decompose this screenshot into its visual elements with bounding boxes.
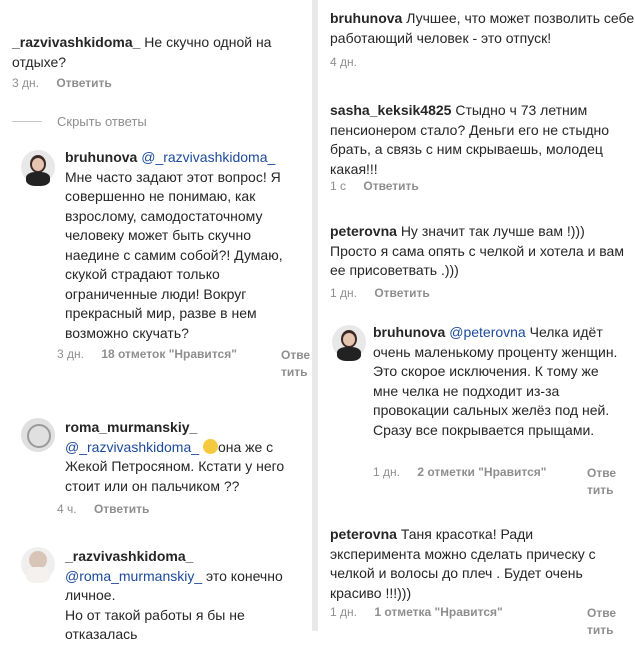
avatar[interactable]: [21, 418, 55, 452]
comment-meta: [330, 179, 419, 193]
likes-count[interactable]: 1 отметка "Нравится": [374, 605, 503, 619]
avatar[interactable]: [332, 325, 366, 359]
comment-username[interactable]: bruhunova: [373, 324, 446, 340]
likes-count[interactable]: 18 отметок "Нравится": [101, 347, 237, 361]
comment-text: bruhunova Лучшее, что может позволить себе работающий человек - это отпуск!: [330, 10, 635, 46]
avatar[interactable]: [21, 547, 55, 581]
comment-username[interactable]: peterovna: [330, 223, 397, 239]
comment-meta: [330, 55, 371, 69]
comment-username[interactable]: _razvivashkidoma_: [12, 34, 141, 50]
left-comments-panel: [0, 0, 312, 642]
comment-text: _razvivashkidoma_ Не скучно одной на отдыхе?: [12, 34, 272, 70]
comment-time: 3 дн.: [12, 76, 39, 90]
comment-username[interactable]: roma_murmanskiy_: [65, 419, 198, 435]
comment-meta: [330, 286, 430, 300]
reply-button[interactable]: Отве тить: [587, 606, 617, 637]
comment-username[interactable]: _razvivashkidoma_: [65, 548, 194, 564]
comment-time: 1 с: [330, 179, 347, 193]
comment-meta: [57, 502, 149, 516]
reply-button[interactable]: Ответить: [56, 76, 112, 90]
likes-count[interactable]: 2 отметки "Нравится": [417, 465, 547, 479]
comment-text: bruhunova @peterovna Челка идёт очень маленькому проценту женщин. Это скорое исключения. К тому же мне челка не подходит из-за провокации сальных желёз под ней. Сразу все покрывается прыщами.: [373, 324, 618, 438]
mention-link[interactable]: @_razvivashkidoma_: [141, 149, 276, 165]
comment-text: bruhunova @_razvivashkidoma_ Мне часто задают этот вопрос! Я совершенно не понимаю, как взрослому, самодостаточному человеку может быть скучно наедине с самим собой?! Думаю, скукой страдают только ограниченные люди! Вокруг прекрасный мир, разве в нем возможно скучать?: [65, 149, 283, 341]
reply-button[interactable]: Отве тить: [281, 348, 311, 379]
comment-meta: [373, 465, 546, 479]
grinning-face-emoji-icon: [203, 439, 218, 454]
right-comments-panel: [318, 0, 635, 637]
reply-button[interactable]: Ответить: [374, 286, 430, 300]
comment-meta: [12, 76, 112, 90]
comment-meta: [57, 347, 237, 361]
comment-text: roma_murmanskiy_ @_razvivashkidoma_ она же с Жекой Петросяном. Кстати у него стоит или он пальчиком ??: [65, 419, 285, 494]
comment-username[interactable]: peterovna: [330, 526, 397, 542]
mention-link[interactable]: @peterovna: [449, 324, 526, 340]
replies-divider: [12, 121, 42, 122]
hide-replies-button[interactable]: Скрыть ответы: [57, 114, 147, 129]
comment-time: 1 дн.: [330, 286, 357, 300]
comment-username[interactable]: bruhunova: [330, 10, 403, 26]
comment-username[interactable]: sasha_keksik4825: [330, 102, 452, 118]
comment-text: peterovna Ну значит так лучше вам !))) Просто я сама опять с челкой и хотела и вам ее присоветвать .))): [330, 223, 624, 278]
avatar[interactable]: [21, 150, 55, 184]
comment-time: 1 дн.: [330, 605, 357, 619]
reply-button[interactable]: Ответить: [93, 502, 150, 516]
comment-text: sasha_keksik4825 Стыдно ч 73 летним пенсионером стало? Деньги его не стыдно брать, а связь с ним скрываешь, молодец какая!!!: [330, 102, 610, 177]
mention-link[interactable]: @_razvivashkidoma_: [65, 438, 200, 455]
comment-text: peterovna Таня красотка! Ради эксперимента можно сделать прическу с челкой и волосы до плеч . Будет очень красиво !!!))): [330, 526, 596, 601]
comment-time: 1 дн.: [373, 465, 400, 479]
comment-time: 3 дн.: [57, 347, 84, 361]
comment-text: _razvivashkidoma_ @roma_murmanskiy_ это конечно личное. Но от такой работы я бы не отказалась: [65, 548, 283, 642]
mention-link[interactable]: @roma_murmanskiy_: [65, 567, 203, 584]
reply-button[interactable]: Отве тить: [587, 466, 617, 497]
comment-username[interactable]: bruhunova: [65, 149, 138, 165]
comment-meta: [330, 605, 503, 619]
comment-time: 4 ч.: [57, 502, 77, 516]
reply-button[interactable]: Ответить: [363, 179, 419, 193]
comment-time: 4 дн.: [330, 55, 357, 69]
